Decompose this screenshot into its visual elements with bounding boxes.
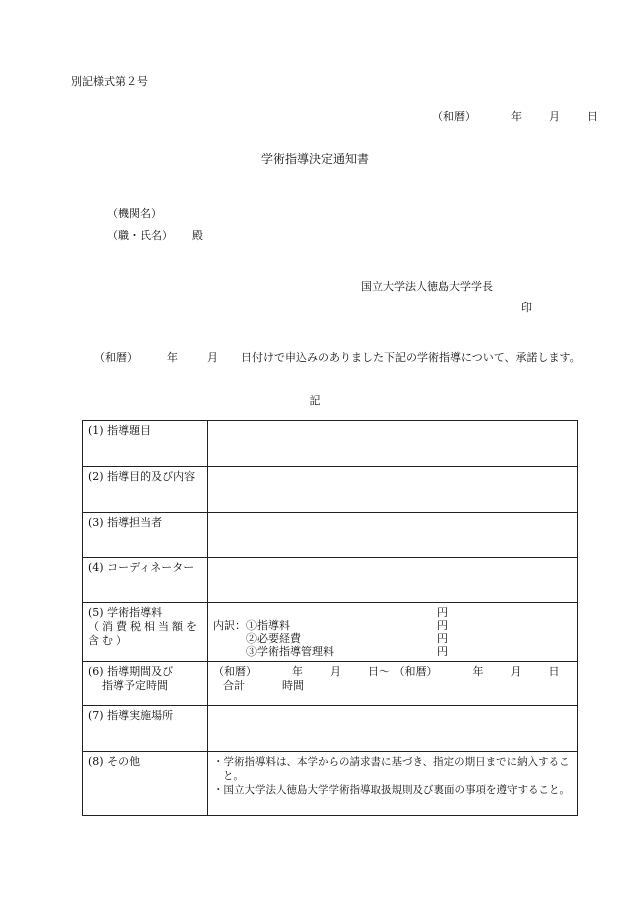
row-label-instructor: (3) 指導担当者 (83, 513, 208, 558)
period-dates (213, 665, 572, 679)
date-day: 日 (587, 110, 598, 123)
issue-date (432, 108, 598, 124)
table-row (83, 421, 578, 467)
breakdown-prefix: 内訳： (213, 619, 246, 632)
period-month-start: 月 (330, 665, 341, 678)
period-era-end: （和暦） (393, 665, 438, 678)
note-compliance: ・国立大学法人徳島大学学術指導取扱規則及び裏面の事項を遵守すること。 (213, 784, 570, 796)
fee-item-yen: 円 (437, 619, 448, 632)
ki-heading: 記 (309, 394, 321, 407)
fee-item-yen: 円 (437, 645, 448, 658)
period-day-start: 日〜 (368, 665, 390, 678)
note-payment: ・学術指導料は、本学からの請求書に基づき、指定の期日までに納入すること。 (213, 756, 570, 782)
table-row (83, 603, 578, 662)
fee-item-name: ③学術指導管理料 (246, 645, 334, 658)
row-value-fee (208, 603, 578, 662)
fee-item-2 (213, 632, 572, 645)
row-value-other (208, 752, 578, 816)
fee-item-1 (213, 619, 572, 632)
honorific: 殿 (192, 229, 203, 242)
date-era: （和暦） (432, 110, 476, 123)
row-label-coordinator: (4) コーディネーター (83, 558, 208, 603)
fee-item-name: ②必要経費 (246, 632, 301, 645)
row-value-purpose (208, 467, 578, 513)
document-title: 学術指導決定通知書 (260, 152, 369, 166)
row-label-period (83, 662, 208, 706)
form-number: 別記様式第２号 (71, 75, 148, 88)
table-row (83, 513, 578, 558)
row-label-purpose: (2) 指導目的及び内容 (83, 467, 208, 513)
row-label-location: (7) 指導実施場所 (83, 706, 208, 752)
period-month-end: 月 (510, 665, 522, 678)
fee-label: (5) 学術指導料 (88, 606, 163, 619)
period-label-sub: 指導予定時間 (102, 679, 168, 692)
fee-item-3 (213, 645, 572, 658)
fee-item-yen: 円 (437, 632, 448, 645)
row-value-location (208, 706, 578, 752)
total-label: 合計 (223, 679, 245, 692)
period-label: (6) 指導期間及び (88, 665, 174, 678)
period-year-start: 年 (292, 665, 303, 678)
row-label-fee (83, 603, 208, 662)
fee-label-sub: （消費税相当額を含む） (88, 620, 200, 647)
row-value-instructor (208, 513, 578, 558)
recipient-name-line (107, 227, 203, 243)
row-value-title (208, 421, 578, 467)
body-month: 月 (207, 351, 218, 364)
period-era-start: （和暦） (213, 665, 257, 678)
recipient-name-label: （職・氏名） (107, 229, 173, 242)
recipient-org-label: （機関名） (107, 207, 162, 220)
seal-mark: 印 (521, 301, 532, 314)
issuer-name: 国立大学法人徳島大学学長 (361, 280, 493, 293)
row-label-title: (1) 指導題目 (83, 421, 208, 467)
fee-item-name: ①指導料 (246, 619, 290, 632)
table-row (83, 752, 578, 816)
details-table (82, 420, 578, 816)
row-label-other: (8) その他 (83, 752, 208, 816)
row-value-period (208, 662, 578, 706)
body-text: 日付けで申込みのありました下記の学術指導について、承諾します。 (241, 351, 581, 364)
fee-total-line (213, 606, 572, 619)
table-row (83, 467, 578, 513)
period-year-end: 年 (472, 665, 484, 678)
body-era: （和暦） (94, 351, 138, 364)
period-hours (213, 679, 572, 693)
period-day-end: 日 (548, 665, 560, 678)
table-row (83, 706, 578, 752)
table-row (83, 558, 578, 603)
table-row (83, 662, 578, 706)
body-year: 年 (167, 351, 178, 364)
row-value-coordinator (208, 558, 578, 603)
date-month: 月 (549, 110, 560, 123)
date-year: 年 (511, 110, 522, 123)
fee-total-yen: 円 (437, 606, 448, 619)
acceptance-statement (94, 349, 581, 365)
hours-label: 時間 (282, 679, 304, 692)
